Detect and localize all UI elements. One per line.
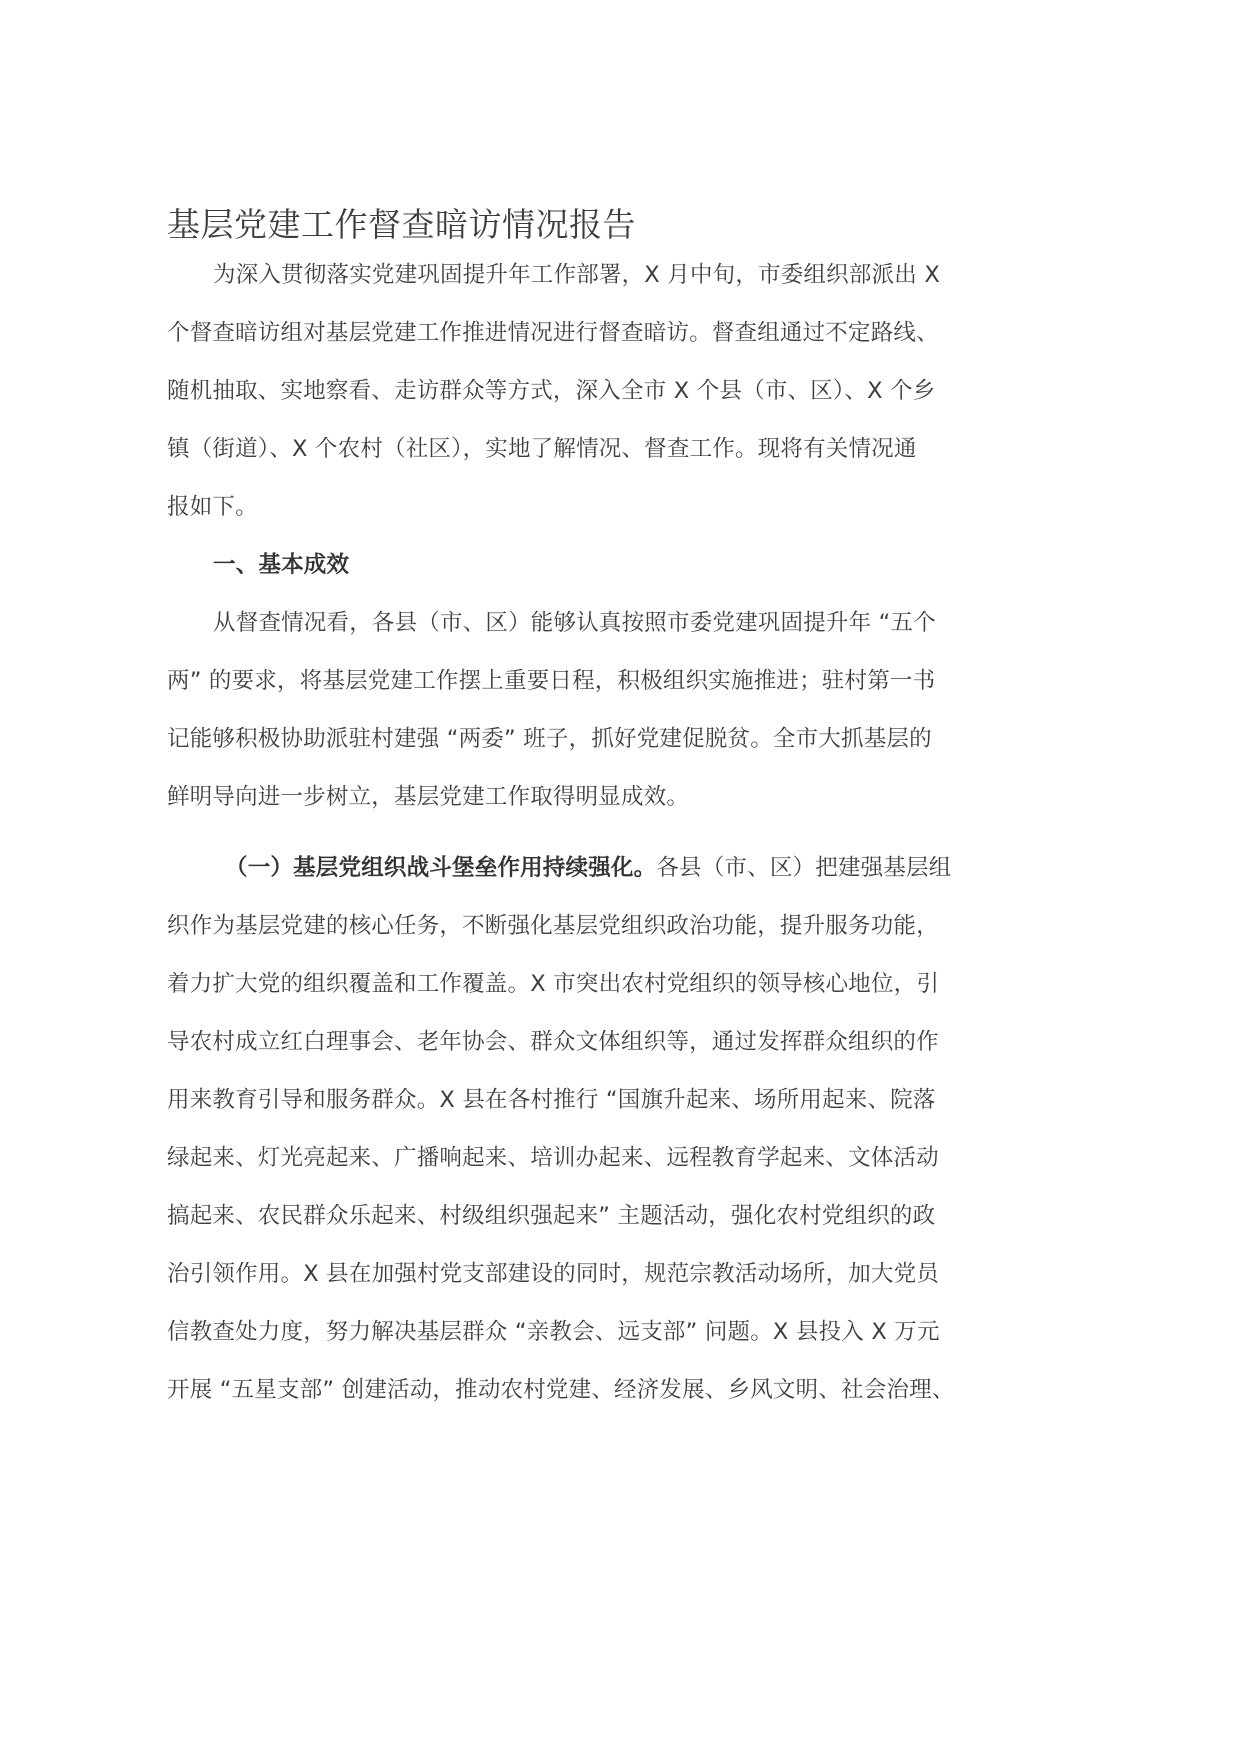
subsection1-line-7: 搞起来、农民群众乐起来、村级组织强起来” 主题活动，强化农村党组织的政 (167, 1203, 936, 1229)
section1-line-2: 两” 的要求，将基层党建工作摆上重要日程，积极组织实施推进；驻村第一书 (167, 668, 936, 694)
subsection1-first-line-rest: 各县（市、区）把建强基层组 (656, 855, 952, 881)
section1-line-4: 鲜明导向进一步树立，基层党建工作取得明显成效。 (167, 784, 690, 810)
subsection1-line-4: 导农村成立红白理事会、老年协会、群众文体组织等，通过发挥群众组织的作 (167, 1029, 939, 1055)
intro-line-2: 个督查暗访组对基层党建工作推进情况进行督查暗访。督查组通过不定路线、 (167, 320, 939, 346)
subsection1-line-10: 开展 “五星支部” 创建活动，推动农村党建、经济发展、乡风文明、社会治理、 (167, 1377, 955, 1403)
intro-line-3: 随机抽取、实地察看、走访群众等方式，深入全市 X 个县（市、区）、X 个乡 (167, 378, 936, 404)
section1-line-1: 从督查情况看，各县（市、区）能够认真按照市委党建巩固提升年 “五个 (213, 610, 936, 636)
subsection1-line-3: 着力扩大党的组织覆盖和工作覆盖。X 市突出农村党组织的领导核心地位，引 (167, 971, 940, 997)
subsection1-line-6: 绿起来、灯光亮起来、广播响起来、培训办起来、远程教育学起来、文体活动 (167, 1145, 939, 1171)
subsection1-line-5: 用来教育引导和服务群众。X 县在各村推行 “国旗升起来、场所用起来、院落 (167, 1087, 936, 1113)
subsection1-line-2: 织作为基层党建的核心任务，不断强化基层党组织政治功能，提升服务功能， (167, 913, 939, 939)
subsection1-heading: （一）基层党组织战斗堡垒作用持续强化。 (225, 855, 657, 881)
intro-line-1: 为深入贯彻落实党建巩固提升年工作部署，X 月中旬，市委组织部派出 X (213, 262, 940, 288)
intro-line-4: 镇（街道）、X 个农村（社区），实地了解情况、督查工作。现将有关情况通 (167, 436, 917, 462)
subsection1-line-9: 信教查处力度，努力解决基层群众 “亲教会、远支部” 问题。X 县投入 X 万元 (167, 1319, 940, 1345)
intro-line-5: 报如下。 (167, 494, 258, 520)
document-title: 基层党建工作督查暗访情况报告 (167, 205, 636, 244)
section1-line-3: 记能够积极协助派驻村建强 “两委” 班子，抓好党建促脱贫。全市大抓基层的 (167, 726, 932, 752)
subsection1-line-8: 治引领作用。X 县在加强村党支部建设的同时，规范宗教活动场所，加大党员 (167, 1261, 940, 1287)
section-heading-basic-results: 一、基本成效 (213, 552, 350, 578)
subsection1-first-line (225, 853, 951, 883)
